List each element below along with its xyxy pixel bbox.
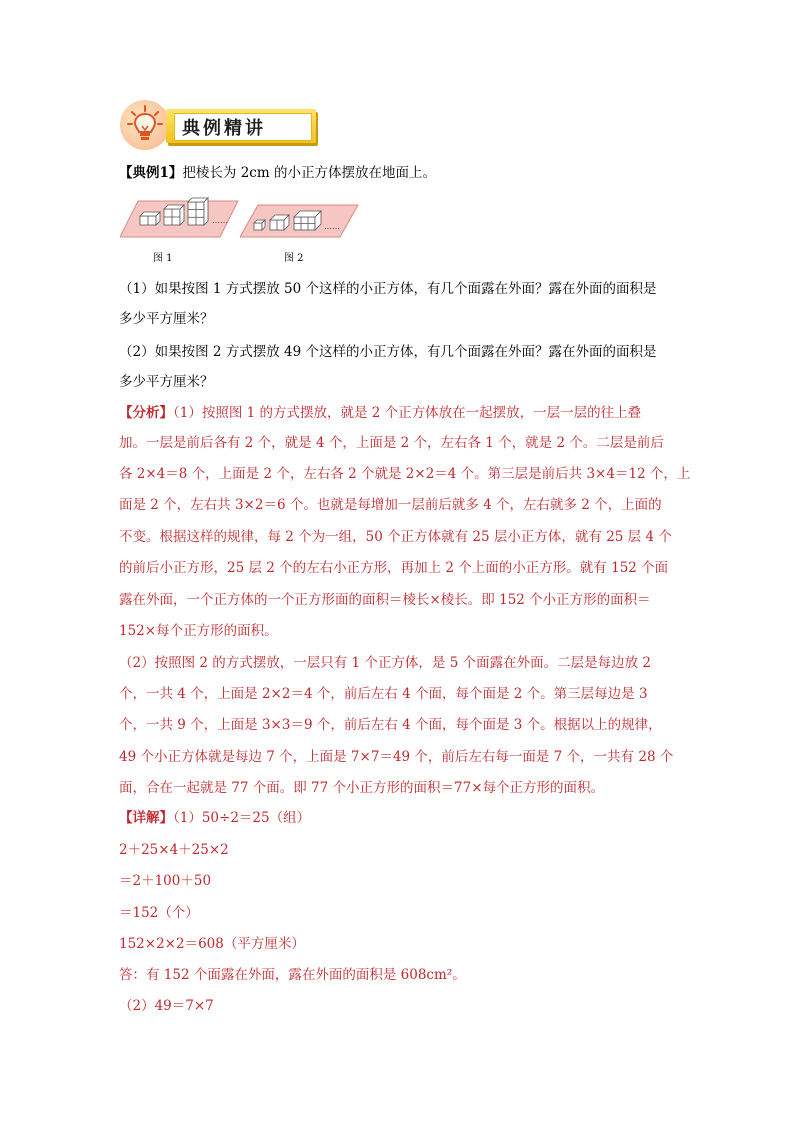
figure-2-caption: 图 2 [284,253,304,264]
analysis-text: （1）按照图 1 的方式摆放，就是 2 个正方体放在一起摆放，一层一层的往上叠 [173,405,642,421]
analysis-line-9: （2）按照图 2 的方式摆放，一层只有 1 个正方体，是 5 个面露在外面。二层是每边放 2 [119,655,651,671]
solution-line-1 [119,808,310,828]
analysis-label: 【分析】 [119,405,173,421]
analysis-line-3: 各 2×4＝8 个，上面是 2 个，左右各 2 个就是 2×2＝4 个。第三层是前后共 3×4＝12 个，上 [119,466,691,482]
analysis-line-6: 的前后小正方形，25 层 2 个的左右小正方形，再加上 2 个上面的小正方形。就有 152 个面 [119,560,669,576]
question-2-line-2: 多少平方厘米？ [119,374,214,390]
solution-step-1: 2＋25×4＋25×2 [119,842,229,858]
analysis-line-11: 个，一共 9 个，上面是 3×3＝9 个，前后左右 4 个面，每个面是 3 个。根据以上的规律， [119,717,662,733]
solution-step-3: ＝152（个） [119,905,199,921]
answer-suffix: 。 [452,967,466,983]
analysis-line-8: 152×每个正方形的面积。 [119,623,278,639]
figure-1-caption: 图 1 [153,253,173,264]
example-text: 把棱长为 2cm 的小正方体摆放在地面上。 [182,165,436,181]
solution-first-step: （1）50÷2＝25（组） [173,810,311,826]
analysis-line-12: 49 个小正方体就是每边 7 个，上面是 7×7＝49 个，前后左右每一面是 7 个，一共有 28 个 [119,749,674,765]
analysis-line-2: 加。一层是前后各有 2 个，就是 4 个，上面是 2 个，左右各 1 个，就是 2 个。二层是前后 [119,435,664,451]
figure-2-ellipsis: …… [324,222,340,231]
question-1-line-2: 多少平方厘米？ [119,311,214,327]
figure-1-ellipsis: …… [212,216,228,225]
answer-prefix: 答：有 152 个面露在外面，露在外面的面积是 [119,967,401,983]
analysis-line-1 [119,403,641,423]
figure-2 [240,203,360,241]
analysis-line-4: 面是 2 个，左右共 3×2＝6 个。也就是每增加一层前后就多 4 个，左右就多 2 个，上面的 [119,497,662,513]
analysis-line-13: 面，合在一起就是 77 个面。即 77 个小正方形的面积＝77×每个正方形的面积。 [119,780,605,796]
analysis-line-7: 露在外面，一个正方体的一个正方形面的面积＝棱长×棱长。即 152 个小正方形的面积＝ [119,592,651,608]
question-2-line-1: （2）如果按图 2 方式摆放 49 个这样的小正方体，有几个面露在外面？露在外面的面积是 [119,344,657,360]
section-banner [118,100,318,152]
example-intro [119,163,436,183]
solution-label: 【详解】 [119,810,173,826]
solution-step-2: ＝2＋100＋50 [119,873,212,889]
solution-part-2: （2）49＝7×7 [119,998,214,1014]
figure-1 [120,197,240,241]
answer-value: 608cm² [400,967,453,983]
question-1-line-1: （1）如果按图 1 方式摆放 50 个这样的小正方体，有几个面露在外面？露在外面的面积是 [119,281,657,297]
analysis-line-5: 不变。根据这样的规律，每 2 个为一组，50 个正方体就有 25 层小正方体，就有 25 层 4 个 [119,529,672,545]
solution-step-4: 152×2×2＝608（平方厘米） [119,936,305,952]
solution-answer [119,965,466,985]
example-label: 【典例1】 [119,165,183,181]
banner-title: 典例精讲 [182,118,266,139]
analysis-line-10: 个，一共 4 个，上面是 2×2＝4 个，前后左右 4 个面，每个面是 2 个。第三层每边是 3 [119,686,648,702]
lightbulb-icon [126,104,164,146]
